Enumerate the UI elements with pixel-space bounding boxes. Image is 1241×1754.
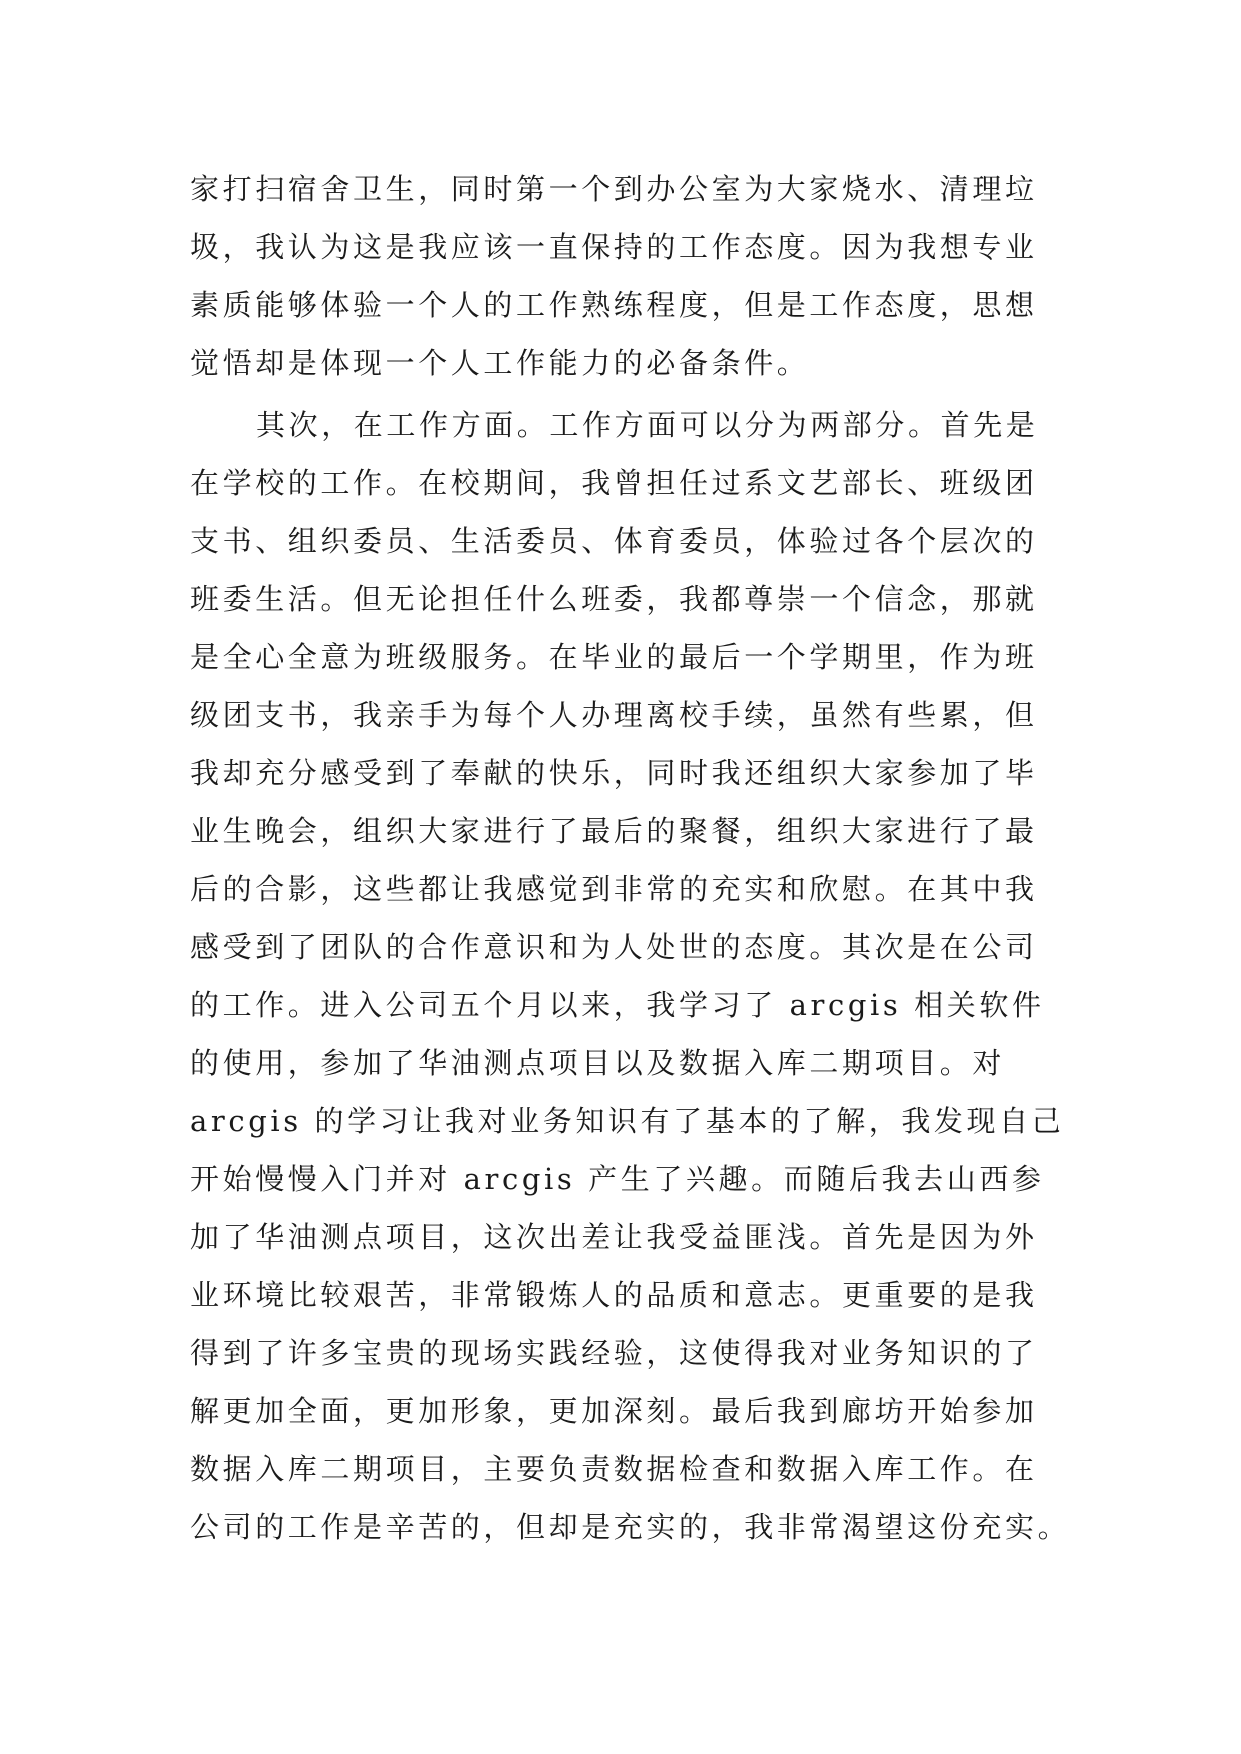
text-line: 开始慢慢入门并对 arcgis 产生了兴趣。而随后我去山西参 [190,1162,1045,1196]
text-line: 支书、组织委员、生活委员、体育委员，体验过各个层次的 [190,524,1038,558]
text-line: 我却充分感受到了奉献的快乐，同时我还组织大家参加了毕 [190,756,1038,790]
text-line: 的工作。进入公司五个月以来，我学习了 arcgis 相关软件 [190,988,1045,1022]
text-line: 圾，我认为这是我应该一直保持的工作态度。因为我想专业 [190,230,1038,264]
text-line: 感受到了团队的合作意识和为人处世的态度。其次是在公司 [190,930,1038,964]
text-line: arcgis 的学习让我对业务知识有了基本的了解，我发现自己 [190,1104,1065,1138]
text-line: 加了华油测点项目，这次出差让我受益匪浅。首先是因为外 [190,1220,1038,1254]
text-line: 业环境比较艰苦，非常锻炼人的品质和意志。更重要的是我 [190,1278,1038,1312]
text-line: 素质能够体验一个人的工作熟练程度，但是工作态度，思想 [190,288,1038,322]
text-line: 家打扫宿舍卫生，同时第一个到办公室为大家烧水、清理垃 [190,172,1038,206]
text-line: 在学校的工作。在校期间，我曾担任过系文艺部长、班级团 [190,466,1038,500]
text-line: 班委生活。但无论担任什么班委，我都尊崇一个信念，那就 [190,582,1038,616]
text-line: 数据入库二期项目，主要负责数据检查和数据入库工作。在 [190,1452,1038,1486]
text-line: 后的合影，这些都让我感觉到非常的充实和欣慰。在其中我 [190,872,1038,906]
text-line: 解更加全面，更加形象，更加深刻。最后我到廊坊开始参加 [190,1394,1038,1428]
text-line: 得到了许多宝贵的现场实践经验，这使得我对业务知识的了 [190,1336,1038,1370]
text-line: 的使用，参加了华油测点项目以及数据入库二期项目。对 [190,1046,1006,1080]
text-line: 是全心全意为班级服务。在毕业的最后一个学期里，作为班 [190,640,1038,674]
paragraph-1 [190,160,1052,392]
body-text [190,160,1071,1556]
text-line: 公司的工作是辛苦的，但却是充实的，我非常渴望这份充实。 [190,1510,1071,1544]
paragraph-2 [190,396,1071,1556]
text-line: 业生晚会，组织大家进行了最后的聚餐，组织大家进行了最 [190,814,1038,848]
text-line: 其次，在工作方面。工作方面可以分为两部分。首先是 [256,408,1039,442]
text-line: 觉悟却是体现一个人工作能力的必备条件。 [190,346,810,380]
text-line: 级团支书，我亲手为每个人办理离校手续，虽然有些累，但 [190,698,1038,732]
